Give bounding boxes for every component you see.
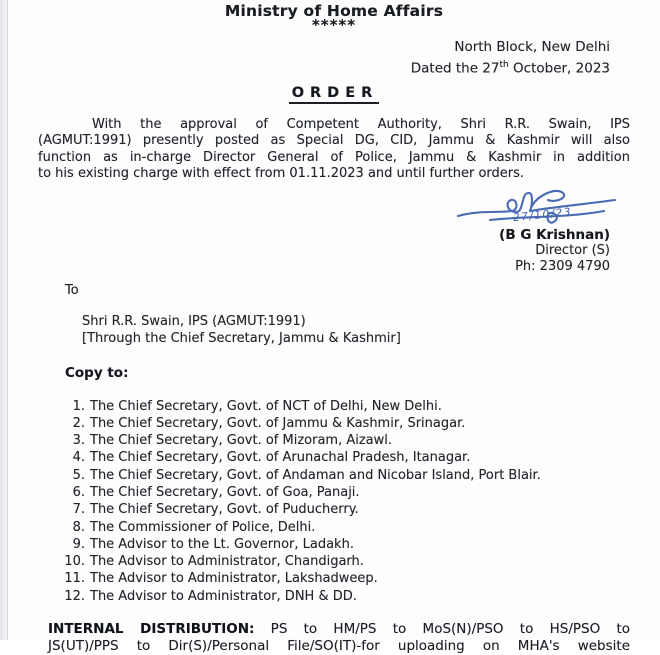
copy-to-item [63, 467, 630, 484]
item-number: 12. [64, 588, 85, 604]
item-text: The Commissioner of Police, Delhi. [90, 519, 316, 535]
item-number: 3. [72, 433, 85, 449]
item-number: 2. [72, 415, 85, 431]
item-text: The Advisor to Administrator, DNH & DD. [90, 588, 357, 604]
item-text: The Chief Secretary, Govt. of Arunachal Pradesh, Itanagar. [90, 450, 471, 466]
order-paragraph-line: (AGMUT:1991) presently posted as Special DG, CID, Jammu & Kashmir will also [38, 133, 630, 148]
addressee-through: [Through the Chief Secretary, Jammu & Kashmir] [82, 331, 401, 346]
internal-distribution-line1 [48, 621, 630, 638]
item-number: 9. [72, 536, 85, 552]
place-line: North Block, New Delhi [454, 39, 610, 55]
signatory-phone: Ph: 2309 4790 [515, 258, 610, 274]
copy-to-item [63, 588, 630, 605]
copy-to-item [63, 570, 630, 587]
signature-block [38, 205, 630, 275]
item-number: 1. [72, 398, 85, 414]
date-superscript: th [499, 59, 509, 70]
date-line [38, 57, 610, 78]
item-text: The Chief Secretary, Govt. of Puducherry. [90, 502, 359, 518]
copy-to-item [63, 501, 630, 518]
date-prefix: Dated the 27 [410, 60, 500, 76]
separator-stars: ***** [311, 16, 357, 34]
item-number: 4. [72, 450, 85, 466]
order-paragraph-line: With the approval of Competent Authority, Shri R.R. Swain, IPS [92, 116, 630, 132]
item-number: 10. [64, 554, 85, 570]
copy-to-item [63, 398, 630, 415]
internal-distribution-line2: JS(UT)/PPS to Dir(S)/Personal File/SO(IT)-for uploading on MHA's website [48, 638, 630, 655]
internal-distribution-label: INTERNAL DISTRIBUTION: [48, 621, 255, 638]
item-number: 11. [64, 571, 85, 587]
copy-to-item [63, 553, 630, 570]
ministry-title: Ministry of Home Affairs [224, 2, 444, 20]
item-number: 7. [72, 502, 85, 518]
order-paragraph-line: to his existing charge with effect from 01.11.2023 and until further orders. [38, 166, 525, 181]
copy-to-item [63, 432, 630, 449]
item-number: 6. [72, 484, 85, 500]
item-text: The Advisor to the Lt. Governor, Ladakh. [90, 536, 354, 552]
order-paragraph-line: function as in-charge Director General of Police, Jammu & Kashmir in addition [38, 149, 630, 165]
copy-to-item [63, 519, 630, 536]
signature-date-scribble: 27/10/23 [512, 205, 573, 224]
internal-distribution-text: PS to HM/PS to MoS(N)/PSO to HS/PSO to [270, 621, 631, 638]
item-text: The Chief Secretary, Govt. of Goa, Panaji. [90, 484, 360, 500]
item-text: The Advisor to Administrator, Lakshadweep. [90, 571, 378, 587]
copy-to-list [63, 398, 630, 606]
item-text: The Chief Secretary, Govt. of Mizoram, Aizawl. [90, 433, 393, 449]
order-heading-row [38, 82, 630, 104]
copy-to-item [63, 449, 630, 466]
place-date-block [38, 39, 630, 78]
internal-distribution [48, 621, 630, 655]
addressee-block [82, 313, 630, 348]
copy-to-item [63, 536, 630, 553]
item-text: The Advisor to Administrator, Chandigarh. [90, 554, 364, 570]
order-heading: ORDER [289, 85, 380, 104]
copy-to-label: Copy to: [65, 364, 129, 381]
signatory-designation: Director (S) [535, 242, 610, 258]
addressee-name: Shri R.R. Swain, IPS (AGMUT:1991) [82, 313, 306, 329]
to-label: To [65, 282, 79, 298]
signatory-name: (B G Krishnan) [499, 226, 610, 243]
item-number: 8. [72, 519, 85, 535]
order-paragraph [38, 117, 630, 183]
item-text: The Chief Secretary, Govt. of Jammu & Kashmir, Srinagar. [90, 415, 466, 431]
item-text: The Chief Secretary, Govt. of Andaman and Nicobar Island, Port Blair. [90, 467, 541, 483]
copy-to-item [63, 484, 630, 501]
copy-to-item [63, 415, 630, 432]
item-number: 5. [72, 467, 85, 483]
date-suffix: October, 2023 [508, 60, 610, 76]
item-text: The Chief Secretary, Govt. of NCT of Delhi, New Delhi. [90, 398, 442, 414]
